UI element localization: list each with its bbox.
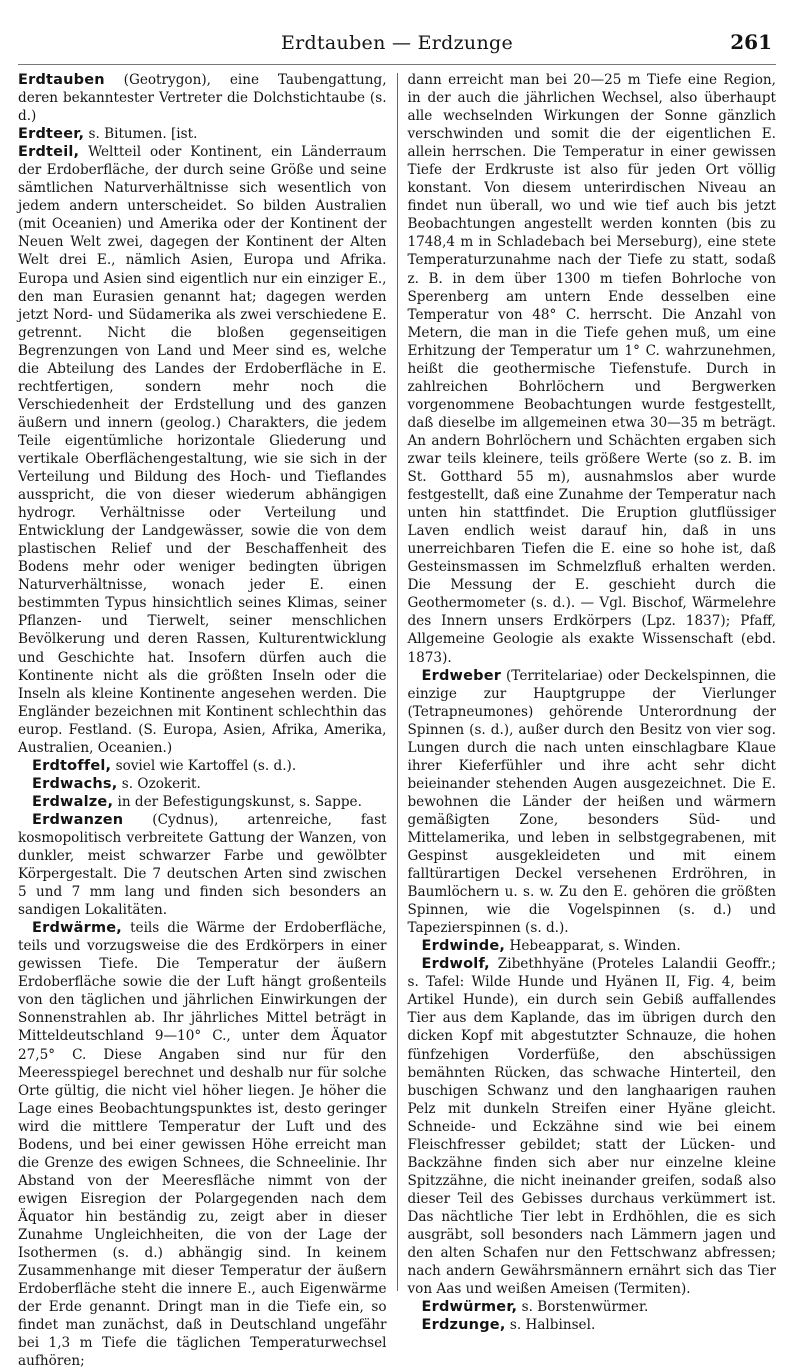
running-head: Erdtauben — Erdzunge xyxy=(280,32,514,54)
entry-erdtauben xyxy=(18,71,387,125)
entry-text: teils die Wärme der Erdoberfläche, teils und vorzugsweise die des Erdkörpers in einer gewissen Tiefe. Die Temperatur der äußern Erdoberfläche sowie die der Luft hängt großenteils von den täglichen und jährlichen Einwirkungen der Sonnenstrahlen ab. Ihr jährliches Mittel beträgt in Mitteldeutschland 9—10° C., unter dem Äquator 27,5° C. Diese Angaben sind nur für den Meeresspiegel berechnet und deshalb nur für solche Orte gültig, die nicht viel höher liegen. Je höher die Lage eines Beobachtungspunktes ist, desto geringer wird die mittlere Temperatur der Luft und des Bodens, und bei einer gewissen Höhe erreicht man die Grenze des ewigen Schnees, die Schneelinie. Ihr Abstand von der Meeresfläche nimmt von der ewigen Eisregion der Polargegenden nach dem Äquator hin beständig zu, zeigt aber in dieser Zunahme Ungleichheiten, die von der Lage der Isothermen (s. d.) abhängig sind. In keinem Zusammenhange mit dieser Temperatur der äußern Erdoberfläche steht die innere E., auch Eigenwärme der Erde genannt. Dringt man in die Tiefe ein, so findet man zunächst, daß in Deutschland ungefähr bei 1,3 m Tiefe die täglichen Temperaturwechsel aufhören; xyxy=(18,920,387,1370)
headword: Erdweber xyxy=(421,667,502,684)
headword: Erdzunge, xyxy=(421,1317,506,1334)
entry-text: Weltteil oder Kontinent, ein Länderraum der Erdoberfläche, der durch seine Größe und seine sämtlichen Naturverhältnisse sich wesentlich von jedem andern unterscheidet. So bilden Australien (mit Oceanien) und Amerika oder der Kontinent der Neuen Welt zwei, dagegen der Kontinent der Alten Welt drei E., nämlich Asien, Europa und Afrika. Europa und Asien sind eigentlich nur ein einziger E., den man Eurasien genannt hat; dagegen werden jetzt Nord- und Südamerika als zwei verschiedene E. getrennt. Nicht die bloßen gegenseitigen Begrenzungen von Land und Meer sind es, welche die Abteilung des Landes der Erdoberfläche in E. rechtfertigen, sondern mehr noch die Verschiedenheit der Erdstellung und des ganzen äußern und innern (geolog.) Charakters, die jedem Teile eigentümliche horizontale Gliederung und vertikale Oberflächengestaltung, wie sie sich in der Verteilung und Bildung des Hoch- und Tieflandes ausspricht, die von dieser wiederum abhängigen hydrogr. Verhältnisse oder Verteilung und Entwicklung der Landgewässer, sowie die von dem plastischen Relief und der Beschaffenheit des Bodens mehr oder weniger bedingten übrigen Naturverhältnisse, wonach jeder E. einen bestimmten Typus hinsichtlich seines Klimas, seiner Pflanzen- und Tierwelt, seiner menschlichen Bevölkerung und deren Rassen, Kulturentwicklung und Geschichte hat. Insofern dürfen auch die Kontinente nicht als die größten Inseln oder die Inseln als kleine Kontinente angesehen werden. Die Engländer bezeichnen mit Kontinent schlechthin das europ. Festland. (S. Europa, Asien, Afrika, Amerika, Australien, Oceanien.) xyxy=(18,144,387,756)
headword: Erdwinde, xyxy=(421,938,506,955)
entry-text: (Territelariae) oder Deckelspinnen, die einzige zur Hauptgruppe der Vierlunger (Tetrapneumones) gehörende Unterordnung der Spinnen (s. d.), außer durch den Besitz von vier sog. Lungen durch die nach unten einschlagbare Klaue ihrer Kieferfühler und ihre acht sehr dicht beieinander stehenden Augen ausgezeichnet. Die E. bewohnen die Länder der heißen und wärmern gemäßigten Zone, besonders Süd- und Mittelamerika, und leben in selbstgegrabenen, mit Gespinst ausgekleideten und mit einem falltürartigen Deckel versehenen Erdröhren, in Baumlöchern u. s. w. Zu den E. gehören die größten Spinnen, wie die Vogelspinnen (s. d.) und Tapezierspinnen (s. d.). xyxy=(407,667,776,937)
entry-erdtoffel xyxy=(18,757,387,775)
entry-erdteil xyxy=(18,143,387,757)
entry-text: s. Bitumen. [ist. xyxy=(84,126,198,143)
page-header xyxy=(18,24,776,65)
page-number: 261 xyxy=(730,30,772,54)
headword: Erdteer, xyxy=(18,126,85,143)
entry-erdweber xyxy=(407,667,776,938)
entry-text: dann erreicht man bei 20—25 m Tiefe eine Region, in der auch die jährlichen Wechsel, also überhaupt alle wechselnden Wirkungen der Sonne gänzlich verschwinden und somit die der eigentlichen E. allein herrschen. Die Temperatur in einer gewissen Tiefe der Erdkruste ist also für jeden Ort völlig konstant. Von diesem unterirdischen Niveau an findet nun überall, wo und wie tief auch bis jetzt Beobachtungen angestellt werden konnten (bis zu 1748,4 m in Schladebach bei Merseburg), eine stete Temperaturzunahme nach der Tiefe zu statt, sodaß z. B. in dem über 1300 m tiefen Bohrloche von Sperenberg am untern Ende desselben eine Temperatur von 48° C. herrscht. Die Anzahl von Metern, die man in die Tiefe gehen muß, um eine Erhitzung der Temperatur um 1° C. wahrzunehmen, heißt die geothermische Tiefenstufe. Durch in zahlreichen Bohrlöchern und Bergwerken vorgenommene Beobachtungen wurde festgestellt, daß dieselbe im allgemeinen etwa 30—35 m beträgt. An andern Bohrlöchern und Schächten ergaben sich zwar teils kleinere, teils größere Werte (so z. B. im St. Gotthard 55 m), ausnahmslos aber wurde festgestellt, daß eine Zunahme der Temperatur nach unten hin stattfindet. Die Eruption glutflüssiger Laven endlich weist darauf hin, daß in uns unerreichbaren Tiefen die E. eine so hohe ist, daß Gesteinsmassen im Schmelzfluß erhalten werden. Die Messung der E. geschieht durch die Geothermometer (s. d.). — Vgl. Bischof, Wärmelehre des Innern unsers Erdkörpers (Lpz. 1837); Pfaff, Allgemeine Geologie als exakte Wissenschaft (ebd. 1873). xyxy=(407,72,776,666)
entry-text: soviel wie Kartoffel (s. d.). xyxy=(111,757,297,774)
headword: Erdwärme, xyxy=(32,920,123,937)
column-divider xyxy=(397,73,398,1291)
entry-text: s. Halbinsel. xyxy=(505,1317,596,1334)
entry-erdzunge xyxy=(407,1316,776,1334)
text-columns xyxy=(18,71,776,1370)
headword: Erdwolf, xyxy=(421,956,490,973)
entry-text: (Geotrygon), eine Taubengattung, deren bekanntester Vertreter die Dolchstichtaube (s. d.) xyxy=(18,72,387,125)
headword: Erdwachs, xyxy=(32,775,118,792)
headword: Erdteil, xyxy=(18,144,80,161)
entry-erdwaerme xyxy=(18,919,387,1370)
entry-text: in der Befestigungskunst, s. Sappe. xyxy=(113,793,362,810)
headword: Erdtauben xyxy=(18,72,105,88)
right-column xyxy=(407,71,776,1334)
headword: Erdtoffel, xyxy=(32,757,112,774)
entry-erdteer xyxy=(18,125,387,143)
entry-text: s. Borstenwürmer. xyxy=(517,1299,649,1316)
entry-text: s. Ozokerit. xyxy=(117,775,201,792)
entry-erdwolf xyxy=(407,955,776,1298)
headword: Erdwanzen xyxy=(32,811,124,828)
entry-erdwanzen xyxy=(18,811,387,919)
entry-erdwuermer xyxy=(407,1298,776,1316)
entry-erdwaerme-continued xyxy=(407,71,776,667)
entry-erdwachs xyxy=(18,775,387,793)
left-column xyxy=(18,71,387,1370)
headword: Erdwürmer, xyxy=(421,1299,518,1316)
entry-text: (Cydnus), artenreiche, fast kosmopolitisch verbreitete Gattung der Wanzen, von dunkler, meist schwarzer Farbe und gewölbter Körpergestalt. Die 7 deutschen Arten sind zwischen 5 und 7 mm lang und finden sich besonders an sandigen Lokalitäten. xyxy=(18,811,387,919)
headword: Erdwalze, xyxy=(32,793,114,810)
entry-erdwinde xyxy=(407,937,776,955)
entry-text: Zibethhyäne (Proteles Lalandii Geoffr.; s. Tafel: Wilde Hunde und Hyänen II, Fig. 4, beim Artikel Hunde), ein durch sein Gebiß auffallendes Tier aus dem Kaplande, das im übrigen durch den dicken Kopf mit abgestutzter Schnauze, die hohen fünfzehigen Vorderfüße, den abschüssigen bemähnten Rücken, das schwache Hinterteil, den buschigen Schwanz und den langhaarigen rauhen Pelz mit dunkeln Streifen einer Hyäne gleicht. Schneide- und Eckzähne sind wie bei einem Fleischfresser gebildet; statt der Lücken- und Backzähne finden sich aber nur einzelne kleine Spitzzähne, die nicht ineinander greifen, sodaß also dieser Teil des Gebisses durchaus verkümmert ist. Das nächtliche Tier lebt in Erdhöhlen, die es sich ausgräbt, soll besonders nach Lämmern jagen und den alten Schafen nur den Fettschwanz abfressen; nach andern Gewährsmännern ernährt sich das Tier von Aas und weißen Ameisen (Termiten). xyxy=(407,956,776,1298)
entry-text: Hebeapparat, s. Winden. xyxy=(505,938,681,955)
entry-erdwalze xyxy=(18,793,387,811)
